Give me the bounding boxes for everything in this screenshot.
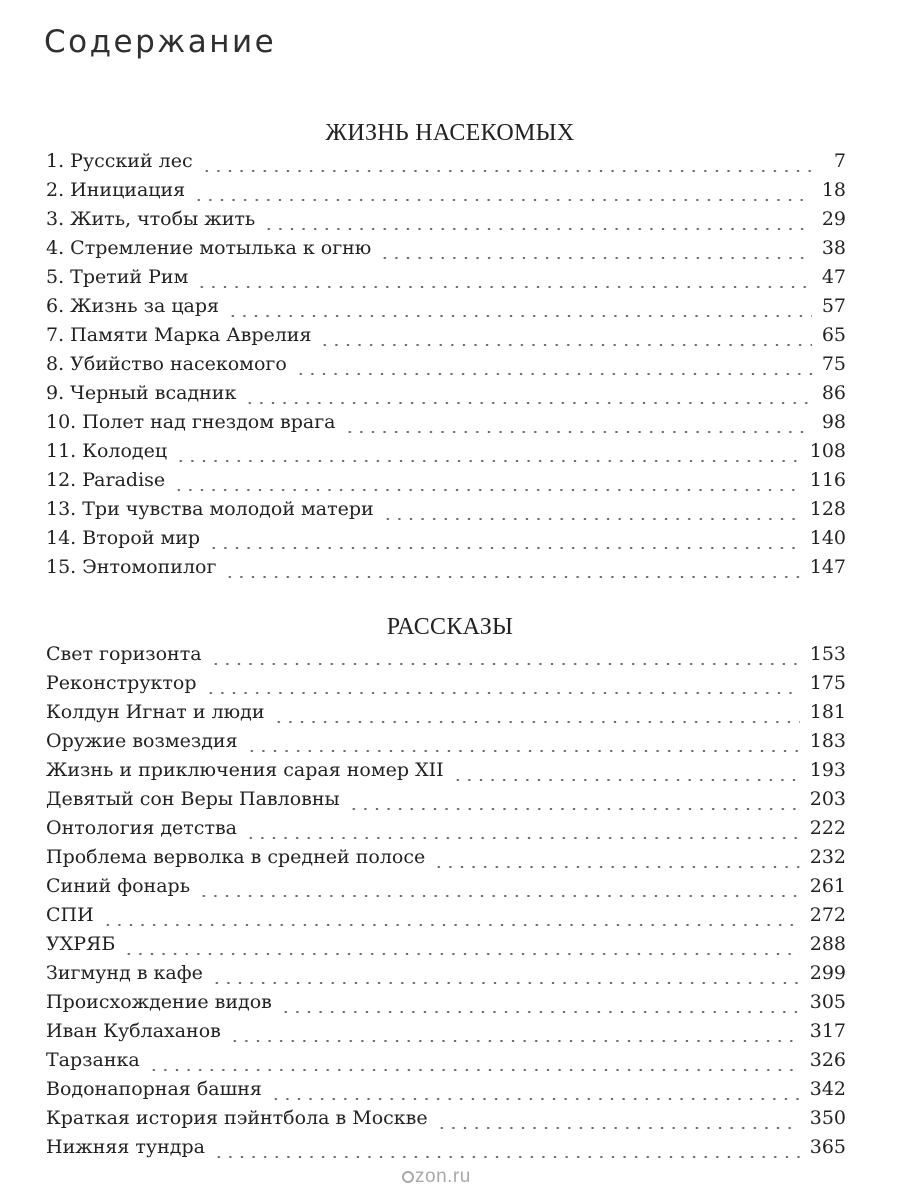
ozon-o-icon	[402, 1171, 414, 1183]
toc-entry-title: Свет горизонта	[46, 643, 202, 665]
toc-list-stories	[46, 643, 846, 1165]
toc-entry-page-number: 147	[809, 556, 846, 578]
dot-leader	[270, 1098, 800, 1100]
dot-leader	[198, 895, 800, 897]
toc-entry-title: 3. Жить, чтобы жить	[46, 208, 256, 230]
toc-entry	[46, 730, 846, 759]
toc-entry-page-number: 305	[809, 991, 846, 1013]
toc-entry	[46, 208, 846, 237]
toc-entry-page-number: 128	[809, 498, 846, 520]
toc-entry-page-number: 98	[821, 411, 846, 433]
page-heading: Содержание	[44, 24, 277, 60]
dot-leader	[244, 402, 811, 404]
toc-entry-title: 11. Колодец	[46, 440, 168, 462]
toc-entry-page-number: 38	[821, 237, 846, 259]
watermark	[402, 1166, 471, 1188]
toc-entry	[46, 1078, 846, 1107]
dot-leader	[436, 1127, 800, 1129]
section-title-stories: РАССКАЗЫ	[386, 614, 514, 640]
toc-entry	[46, 556, 846, 585]
toc-entry	[46, 846, 846, 875]
dot-leader	[205, 692, 800, 694]
toc-entry	[46, 759, 846, 788]
toc-entry	[46, 440, 846, 469]
dot-leader	[246, 750, 800, 752]
toc-entry-title: 5. Третий Рим	[46, 266, 189, 288]
toc-entry	[46, 353, 846, 382]
dot-leader	[211, 982, 800, 984]
toc-entry	[46, 817, 846, 846]
toc-entry-title: Водонапорная башня	[46, 1078, 262, 1100]
toc-entry	[46, 382, 846, 411]
toc-entry-page-number: 47	[821, 266, 846, 288]
dot-leader	[348, 808, 800, 810]
toc-entry-page-number: 299	[809, 962, 846, 984]
dot-leader	[193, 199, 812, 201]
dot-leader	[433, 866, 800, 868]
toc-entry-page-number: 18	[821, 179, 846, 201]
toc-entry	[46, 527, 846, 556]
toc-entry	[46, 1136, 846, 1165]
dot-leader	[344, 431, 812, 433]
toc-entry-page-number: 108	[809, 440, 846, 462]
dot-leader	[452, 779, 800, 781]
toc-entry-page-number: 261	[809, 875, 846, 897]
dot-leader	[213, 1156, 800, 1158]
toc-entry	[46, 962, 846, 991]
toc-entry	[46, 672, 846, 701]
toc-entry	[46, 266, 846, 295]
toc-entry	[46, 411, 846, 440]
dot-leader	[201, 170, 816, 172]
toc-entry-title: Происхождение видов	[46, 991, 272, 1013]
toc-entry-title: Краткая история пэйнтбола в Москве	[46, 1107, 428, 1129]
dot-leader	[148, 1069, 800, 1071]
toc-entry-title: 14. Второй мир	[46, 527, 201, 549]
toc-entry-title: 10. Полет над гнездом врага	[46, 411, 336, 433]
toc-entry-title: УХРЯБ	[46, 933, 116, 955]
toc-entry-page-number: 7	[833, 150, 846, 172]
dot-leader	[227, 315, 812, 317]
toc-entry-title: 8. Убийство насекомого	[46, 353, 287, 375]
toc-entry	[46, 875, 846, 904]
toc-entry-page-number: 140	[809, 527, 846, 549]
toc-entry	[46, 701, 846, 730]
toc-entry	[46, 1020, 846, 1049]
toc-entry-page-number: 193	[809, 759, 846, 781]
toc-entry-title: Реконструктор	[46, 672, 197, 694]
dot-leader	[263, 228, 812, 230]
toc-entry	[46, 150, 846, 179]
toc-entry-title: 9. Черный всадник	[46, 382, 237, 404]
toc-entry-title: Проблема верволка в средней полосе	[46, 846, 426, 868]
toc-entry-page-number: 203	[809, 788, 846, 810]
toc-entry-title: 6. Жизнь за царя	[46, 295, 220, 317]
toc-entry	[46, 991, 846, 1020]
dot-leader	[208, 547, 800, 549]
toc-entry-title: Синий фонарь	[46, 875, 191, 897]
toc-entry	[46, 179, 846, 208]
dot-leader	[102, 924, 800, 926]
toc-entry-page-number: 342	[809, 1078, 846, 1100]
dot-leader	[210, 663, 800, 665]
toc-entry	[46, 643, 846, 672]
toc-entry-page-number: 65	[821, 324, 846, 346]
toc-entry-page-number: 75	[821, 353, 846, 375]
toc-entry-page-number: 181	[809, 701, 846, 723]
toc-entry	[46, 1107, 846, 1136]
toc-entry-page-number: 175	[809, 672, 846, 694]
toc-entry	[46, 469, 846, 498]
dot-leader	[245, 837, 800, 839]
toc-entry-title: Зигмунд в кафе	[46, 962, 203, 984]
toc-entry-title: Оружие возмездия	[46, 730, 238, 752]
watermark-brand: zon.ru	[415, 1166, 471, 1187]
toc-entry	[46, 237, 846, 266]
toc-entry-page-number: 222	[809, 817, 846, 839]
dot-leader	[196, 286, 811, 288]
toc-entry-title: Колдун Игнат и люди	[46, 701, 265, 723]
toc-list-insects	[46, 150, 846, 585]
toc-entry	[46, 788, 846, 817]
toc-entry-title: Девятый сон Веры Павловны	[46, 788, 340, 810]
toc-entry-page-number: 57	[821, 295, 846, 317]
toc-entry	[46, 295, 846, 324]
dot-leader	[173, 489, 800, 491]
toc-entry-page-number: 272	[809, 904, 846, 926]
dot-leader	[319, 344, 811, 346]
dot-leader	[123, 953, 799, 955]
toc-entry-title: 1. Русский лес	[46, 150, 193, 172]
toc-entry-title: Нижняя тундра	[46, 1136, 205, 1158]
toc-entry-title: 7. Памяти Марка Аврелия	[46, 324, 312, 346]
toc-entry-page-number: 153	[809, 643, 846, 665]
toc-entry-title: 2. Инициация	[46, 179, 186, 201]
dot-leader	[229, 1040, 800, 1042]
toc-entry-title: 4. Стремление мотылька к огню	[46, 237, 372, 259]
dot-leader	[273, 721, 800, 723]
dot-leader	[280, 1011, 800, 1013]
toc-entry-title: Иван Кублаханов	[46, 1020, 221, 1042]
toc-entry	[46, 498, 846, 527]
toc-entry-page-number: 29	[821, 208, 846, 230]
toc-entry-title: СПИ	[46, 904, 94, 926]
toc-entry-page-number: 288	[809, 933, 846, 955]
dot-leader	[379, 257, 811, 259]
toc-entry	[46, 324, 846, 353]
toc-entry-title: Жизнь и приключения сарая номер XII	[46, 759, 444, 781]
toc-entry	[46, 904, 846, 933]
toc-entry-title: Онтология детства	[46, 817, 237, 839]
toc-entry-page-number: 326	[809, 1049, 846, 1071]
toc-entry-page-number: 86	[821, 382, 846, 404]
toc-entry-page-number: 317	[809, 1020, 846, 1042]
toc-entry-title: Тарзанка	[46, 1049, 140, 1071]
toc-entry-page-number: 365	[809, 1136, 846, 1158]
dot-leader	[175, 460, 800, 462]
dot-leader	[382, 518, 800, 520]
toc-entry-page-number: 183	[809, 730, 846, 752]
toc-entry-title: 15. Энтомопилог	[46, 556, 217, 578]
dot-leader	[295, 373, 812, 375]
toc-entry	[46, 1049, 846, 1078]
toc-entry-page-number: 350	[809, 1107, 846, 1129]
dot-leader	[224, 576, 799, 578]
toc-entry-page-number: 232	[809, 846, 846, 868]
toc-entry-page-number: 116	[809, 469, 846, 491]
toc-entry	[46, 933, 846, 962]
toc-entry-title: 13. Три чувства молодой матери	[46, 498, 374, 520]
toc-entry-title: 12. Paradise	[46, 469, 166, 491]
section-title-insects: ЖИЗНЬ НАСЕКОМЫХ	[325, 120, 575, 146]
